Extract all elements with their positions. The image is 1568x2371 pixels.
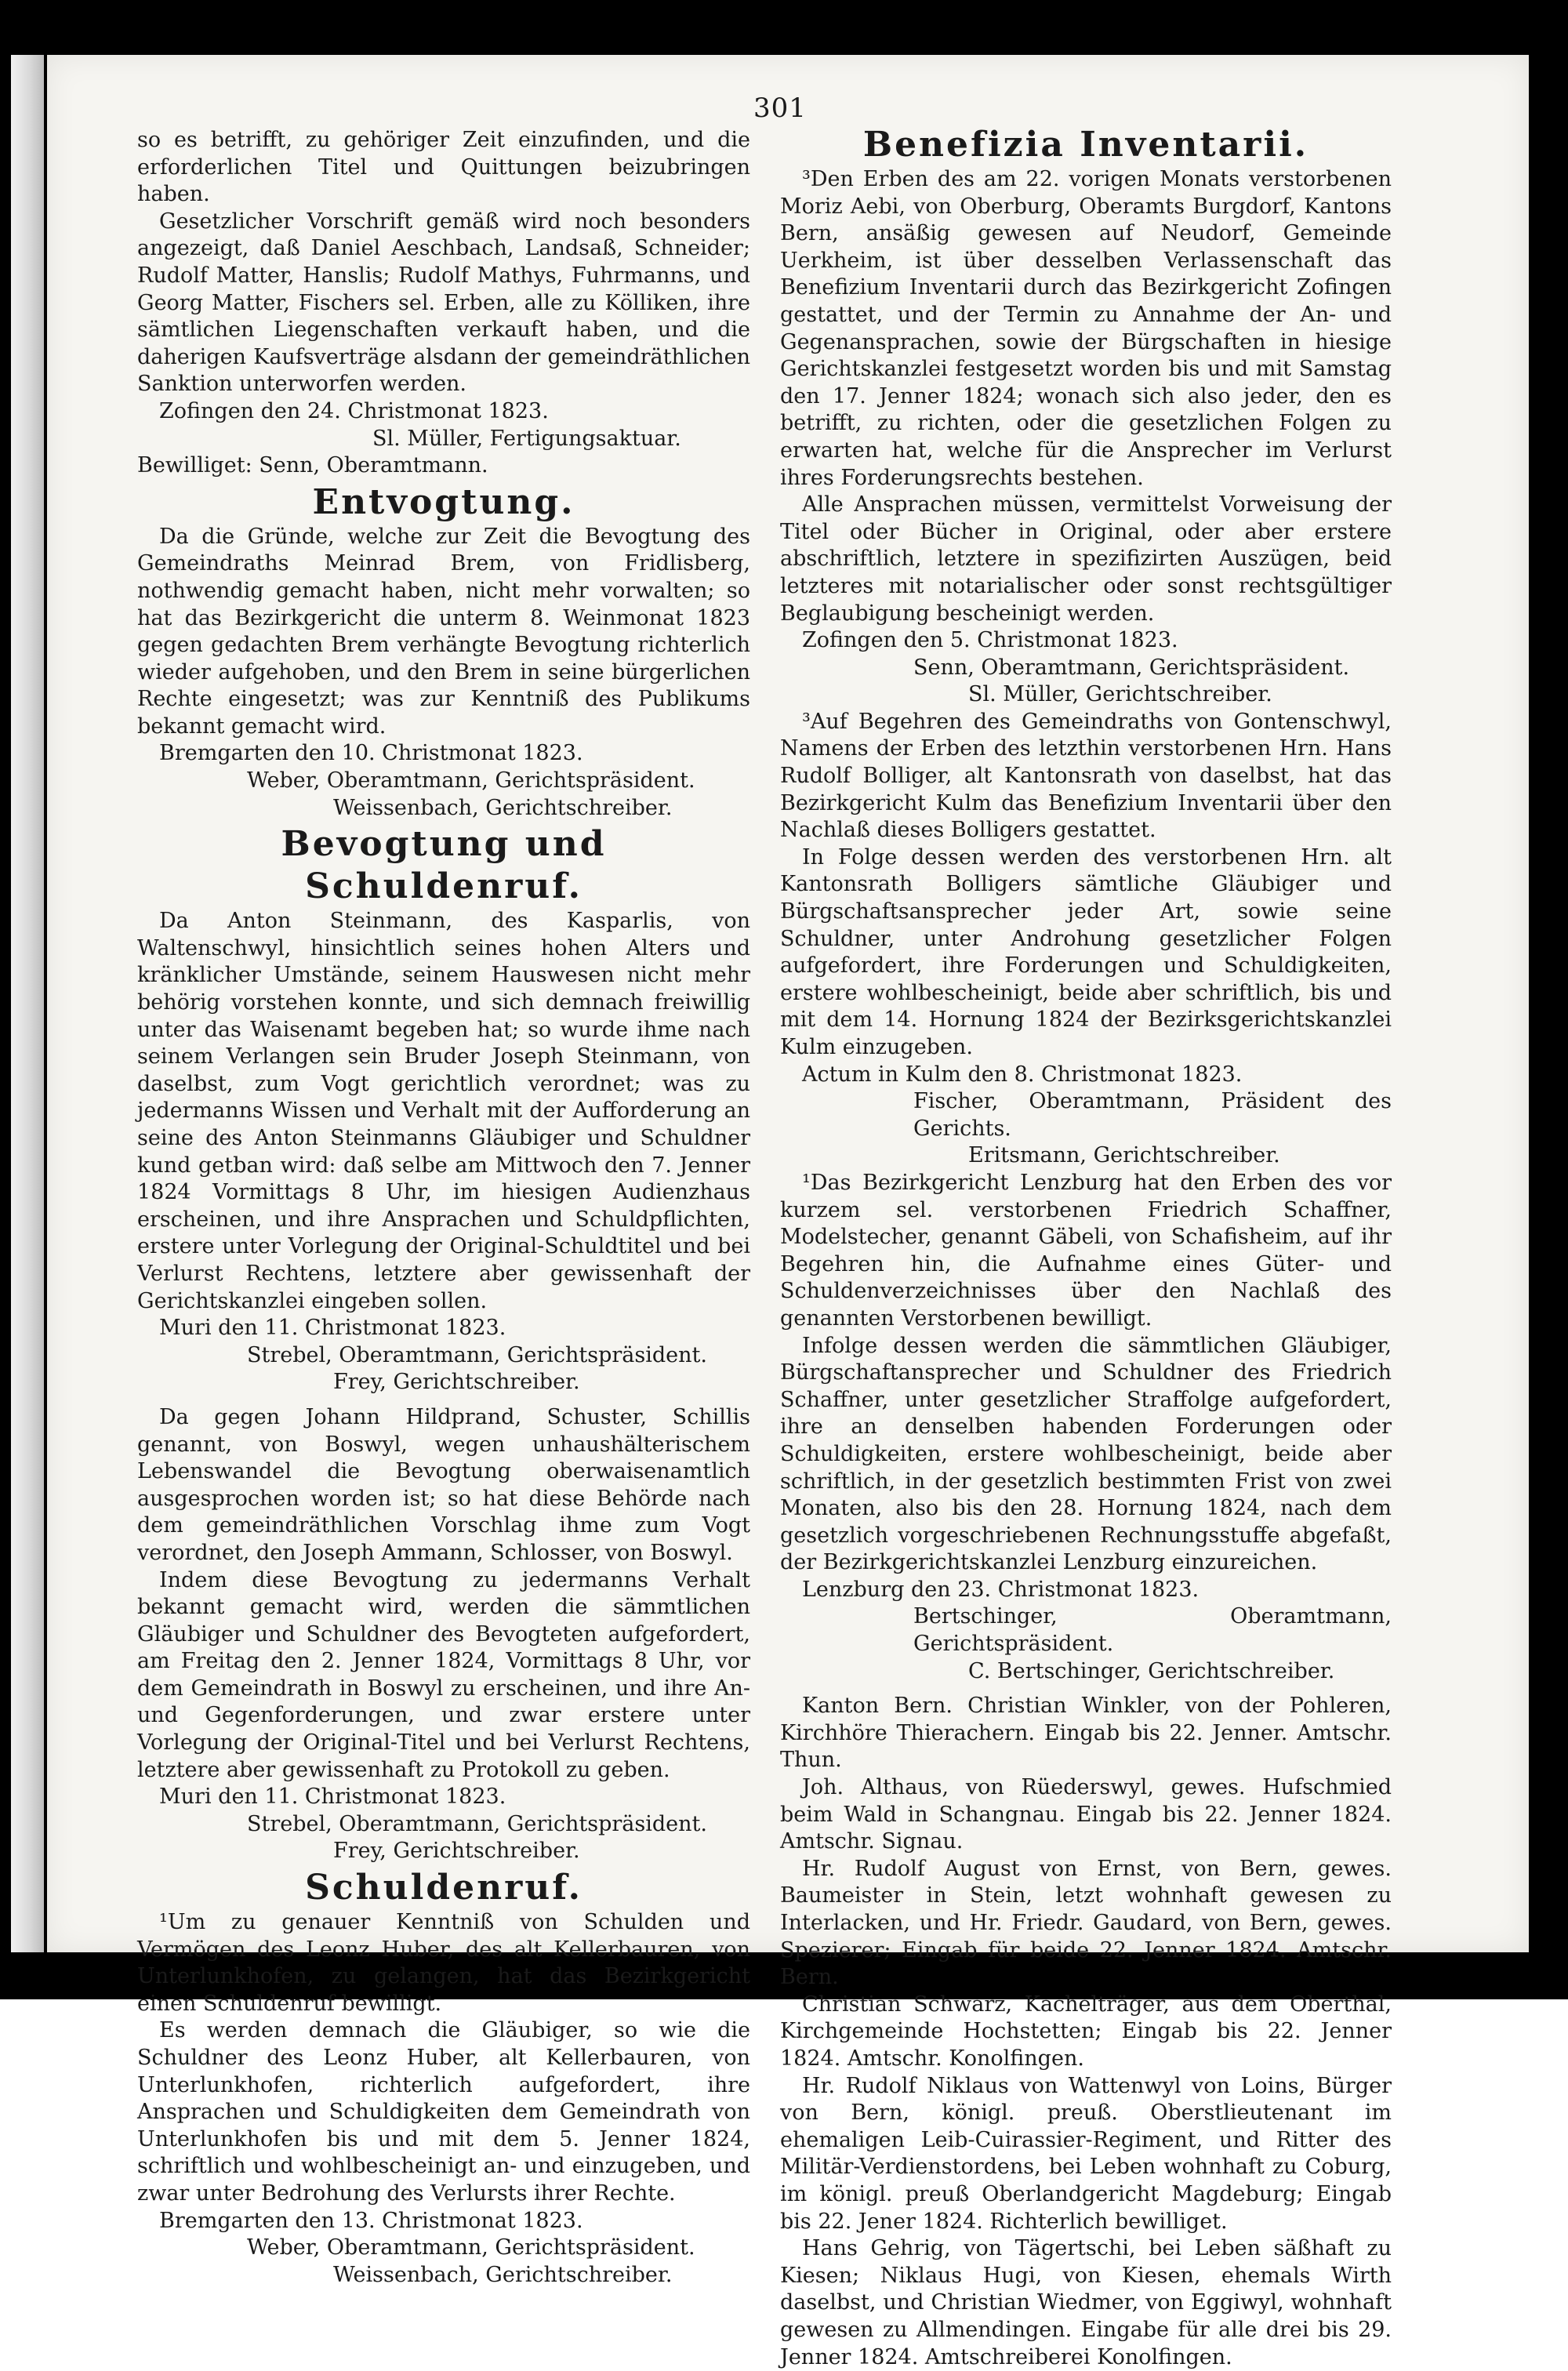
kanton-bern-entry-wattenwyl: Hr. Rudolf Niklaus von Wattenwyl von Loins, Bürger von Bern, königl. preuß. Oberstlieutenant im ehemaligen Leib-Cuirassier-Regiment, und Ritter des Militär-Verdienstordens, bei Leben wohnhaft zu Coburg, im königl. preuß Oberlandgericht Magdeburg; Eingab bis 22. Jener 1824. Richterlich bewilliget. xyxy=(780,2073,1392,2234)
benefizium-bolliger-signature-clerk: Eritsmann, Gerichtschreiber. xyxy=(968,1143,1280,1168)
schuldenruf-text: ¹Um zu genauer Kenntniß von Schulden und Vermögen des Leonz Huber, des alt Kellerbauren, von Unterlunkhofen, zu gelangen, hat das Bezirkgericht einen Schuldenruf bewilligt. xyxy=(137,1910,750,2016)
heading-schuldenruf: Schuldenruf. xyxy=(305,1868,583,1908)
bevogtung-hildprand-summons: Indem diese Bevogtung zu jedermanns Verhalt bekannt gemacht wird, werden die sämmtlichen Gläubiger und Schuldner des Bevogteten aufgefordert, am Freitag den 2. Jenner 1824, Vormittags 8 Uhr, vor dem Gemeindrath in Boswyl zu erscheinen, und ihre An- und Gegenforderungen, und zwar erstere unter Vorlegung der Original-Titel und bei Verlurst Rechtens, letztere aber gewissenhaft zu Protokoll zu geben. xyxy=(137,1567,750,1782)
schuldenruf-signature-president: Weber, Oberamtmann, Gerichtspräsident. xyxy=(247,2235,695,2260)
bevogtung-hildprand-signature-clerk: Frey, Gerichtschreiber. xyxy=(333,1839,580,1864)
bevogtung-hildprand-date: Muri den 11. Christmonat 1823. xyxy=(159,1785,506,1810)
heading-entvogtung: Entvogtung. xyxy=(312,481,575,522)
bevogtung-hildprand-text: Da gegen Johann Hildprand, Schuster, Schillis genannt, von Boswyl, wegen unhaushälterischem Lebenswandel die Bevogtung oberwaisenamtlich ausgesprochen worden ist; so hat diese Behörde nach dem gemeindräthlichen Vorschlag ihme zum Vogt verordnet, den Joseph Ammann, Schlosser, von Boswyl. xyxy=(137,1404,750,1565)
heading-bevogtung: Bevogtung und Schuldenruf. xyxy=(281,824,607,907)
benefizium-schaffner-signature-president: Bertschinger, Oberamtmann, Gerichtspräsident. xyxy=(913,1604,1392,1657)
entvogtung-text: Da die Gründe, welche zur Zeit die Bevogtung des Gemeindraths Meinrad Brem, von Fridlisberg, nothwendig gemacht haben, nicht mehr vorwalten; so hat das Bezirkgericht die unterm 8. Weinmonat 1823 gegen gedachten Brem verhängte Bevogtung richterlich wieder aufgehoben, und den Brem in seine bürgerlichen Rechte eingesetzt; was zur Kenntniß des Publikums bekannt gemacht wird. xyxy=(137,524,750,739)
intro-signature: Sl. Müller, Fertigungsaktuar. xyxy=(372,426,681,451)
intro-continuation: so es betrifft, zu gehöriger Zeit einzufinden, und die erforderlichen Titel und Quittungen beizubringen haben. xyxy=(137,128,750,207)
intro-paragraph: Gesetzlicher Vorschrift gemäß wird noch besonders angezeigt, daß Daniel Aeschbach, Landsaß, Schneider; Rudolf Matter, Hanslis; Rudolf Mathys, Fuhrmanns, und Georg Matter, Fischers sel. Erben, alle zu Kölliken, ihre sämtlichen Liegenschaften verkauft haben, und die daherigen Kaufsverträge alsdann der gemeindräthlichen Sanktion unterworfen werden. xyxy=(137,209,750,397)
intro-date: Zofingen den 24. Christmonat 1823. xyxy=(159,398,549,423)
entvogtung-signature-president: Weber, Oberamtmann, Gerichtspräsident. xyxy=(247,768,695,793)
benefizium-bolliger-text: ³Auf Begehren des Gemeindraths von Gontenschwyl, Namens der Erben des letzthin verstorbenen Hrn. Hans Rudolf Bolliger, alt Kantonsrath von daselbst, hat das Bezirkgericht Kulm das Benefizium Inventarii über den Nachlaß dieses Bolligers gestattet. xyxy=(780,709,1392,843)
benefizium-aebi-signature-clerk: Sl. Müller, Gerichtschreiber. xyxy=(968,682,1272,707)
kanton-bern-entry-winkler: Kanton Bern. Christian Winkler, von der Pohleren, Kirchhöre Thierachern. Eingab bis 22. Jenner. Amtschr. Thun. xyxy=(780,1694,1392,1773)
benefizium-aebi-conditions: Alle Ansprachen müssen, vermittelst Vorweisung der Titel oder Bücher in Original, oder aber erstere abschriftlich, letztere in spezifizirten Auszügen, beid letzteres mit notarialischer oder sonst rechtsgültiger Beglaubigung bescheinigt werden. xyxy=(780,492,1392,626)
bevogtung-steinmann-date: Muri den 11. Christmonat 1823. xyxy=(159,1316,506,1341)
schuldenruf-date: Bremgarten den 13. Christmonat 1823. xyxy=(159,2208,583,2233)
benefizium-schaffner-summons: Infolge dessen werden die sämmtlichen Gläubiger, Bürgschaftansprecher und Schuldner des Friedrich Schaffner, unter gesetzlicher Straffolge aufgefordert, ihre an denselben habenden Forderungen oder Schuldigkeiten, erstere wohlbescheinigt, beide aber schriftlich, in der gesetzlich bestimmten Frist von zwei Monaten, also bis den 28. Hornung 1824, nach dem gesetzlich vorgeschriebenen Rechnungsstuffe abgefaßt, der Bezirkgerichtskanzlei Lenzburg einzureichen. xyxy=(780,1333,1392,1575)
benefizium-schaffner-text: ¹Das Bezirkgericht Lenzburg hat den Erben des vor kurzem sel. verstorbenen Friedrich Schaffner, Modelstecher, genannt Gäbeli, von Schafisheim, auf ihr Begehren hin, die Aufnahme eines Güter- und Schuldenverzeichnisses über den Nachlaß des genannten Verstorbenen bewilligt. xyxy=(780,1170,1392,1331)
benefizium-aebi-text: ³Den Erben des am 22. vorigen Monats verstorbenen Moriz Aebi, von Oberburg, Oberamts Burgdorf, Kantons Bern, ansäßig gewesen auf Neudorf, Gemeinde Uerkheim, ist über desselben Verlassenschaft das Benefizium Inventarii durch das Bezirkgericht Zofingen gestattet, und der Termin zu Annahme der An- und Gegenansprachen, sowie der Bürgschaften in hiesige Gerichtskanzlei festgesetzt worden bis und mit Samstag den 17. Jenner 1824; wonach sich also jeder, den es betrifft, zu richten, oder die gesetzlichen Folgen zu erwarten hat, welche für die Ansprecher im Verlurst ihres Forderungsrechts bestehen. xyxy=(780,167,1392,490)
benefizium-bolliger-signature-president: Fischer, Oberamtmann, Präsident des Gerichts. xyxy=(913,1089,1392,1141)
page-number: 301 xyxy=(753,93,807,124)
kanton-bern-entry-schwarz: Christian Schwarz, Kachelträger, aus dem Oberthal, Kirchgemeinde Hochstetten; Eingab bis 22. Jenner 1824. Amtschr. Konolfingen. xyxy=(780,1992,1392,2071)
benefizium-schaffner-signature-clerk: C. Bertschinger, Gerichtschreiber. xyxy=(968,1658,1335,1683)
benefizium-bolliger-date: Actum in Kulm den 8. Christmonat 1823. xyxy=(802,1062,1243,1087)
heading-benefizia-inventarii: Benefizia Inventarii. xyxy=(862,125,1309,165)
schuldenruf-signature-clerk: Weissenbach, Gerichtschreiber. xyxy=(333,2262,673,2287)
benefizium-aebi-date: Zofingen den 5. Christmonat 1823. xyxy=(802,628,1178,653)
schuldenruf-summons: Es werden demnach die Gläubiger, so wie die Schuldner des Leonz Huber, alt Kellerbauren, von Unterlunkhofen, richterlich aufgefordert, ihre Ansprachen und Schuldigkeiten dem Gemeindrath von Unterlunkhofen bis und mit dem 5. Jenner 1824, schriftlich und wohlbescheinigt an- und einzugeben, und zwar unter Bedrohung des Verlursts ihrer Rechte. xyxy=(137,2018,750,2206)
previous-page-edge xyxy=(11,55,44,1952)
intro-approval: Bewilliget: Senn, Oberamtmann. xyxy=(137,453,488,478)
benefizium-aebi-signature-president: Senn, Oberamtmann, Gerichtspräsident. xyxy=(913,655,1350,680)
kanton-bern-entry-gehrig-hugi-wiedmer: Hans Gehrig, von Tägertschi, bei Leben säßhaft zu Kiesen; Niklaus Hugi, von Kiesen, ehemals Wirth daselbst, und Christian Wiedmer, von Eggiwyl, wohnhaft gewesen zu Allmendingen. Eingabe für alle drei bis 29. Jenner 1824. Amtschreiberei Konolfingen. xyxy=(780,2236,1392,2369)
kanton-bern-entry-althaus: Joh. Althaus, von Rüederswyl, gewes. Hufschmied beim Wald in Schangnau. Eingab bis 22. Jenner 1824. Amtschr. Signau. xyxy=(780,1775,1392,1854)
kanton-bern-entry-ernst-gaudard: Hr. Rudolf August von Ernst, von Bern, gewes. Baumeister in Stein, letzt wohnhaft gewesen zu Interlacken, und Hr. Friedr. Gaudard, von Bern, gewes. Spezierer; Eingab für beide 22. Jenner 1824. Amtschr. Bern. xyxy=(780,1856,1392,1990)
bevogtung-steinmann-signature-clerk: Frey, Gerichtschreiber. xyxy=(333,1370,580,1395)
bevogtung-hildprand-signature-president: Strebel, Oberamtmann, Gerichtspräsident. xyxy=(247,1811,707,1836)
bevogtung-steinmann-text: Da Anton Steinmann, des Kasparlis, von Waltenschwyl, hinsichtlich seines hohen Alters und kränklicher Umstände, seinem Hauswesen nicht mehr behörig vorstehen konnte, und sich demnach freiwillig unter das Waisenamt begeben hat; so wurde ihme nach seinem Verlangen sein Bruder Joseph Steinmann, von daselbst, zum Vogt gerichtlich verordnet; was zu jedermanns Wissen und Verhalt mit der Aufforderung an seine des Anton Steinmanns Gläubiger und Schuldner kund getban wird: daß selbe am Mittwoch den 7. Jenner 1824 Vormittags 8 Uhr, im hiesigen Audienzhaus erscheinen, und ihre Ansprachen und Schuldpflichten, erstere unter Vorlegung der Original-Schuldtitel und bei Verlurst Rechtens, letztere aber gewissenhaft der Gerichtskanzlei eingeben sollen. xyxy=(137,909,750,1313)
entvogtung-date: Bremgarten den 10. Christmonat 1823. xyxy=(159,741,583,766)
benefizium-bolliger-summons: In Folge dessen werden des verstorbenen Hrn. alt Kantonsrath Bolligers sämtliche Gläubiger und Bürgschaftsansprecher jeder Art, sowie seine Schuldner, unter Androhung gesetzlicher Folgen aufgefordert, ihre Forderungen und Schuldigkeiten, erstere wohlbescheinigt, beide aber schriftlich, bis und mit dem 14. Hornung 1824 der Bezirksgerichtskanzlei Kulm einzugeben. xyxy=(780,844,1392,1059)
left-column xyxy=(137,127,750,2289)
right-column xyxy=(780,127,1392,2371)
bevogtung-steinmann-signature-president: Strebel, Oberamtmann, Gerichtspräsident. xyxy=(247,1342,707,1367)
benefizium-schaffner-date: Lenzburg den 23. Christmonat 1823. xyxy=(802,1577,1200,1602)
entvogtung-signature-clerk: Weissenbach, Gerichtschreiber. xyxy=(333,795,673,820)
